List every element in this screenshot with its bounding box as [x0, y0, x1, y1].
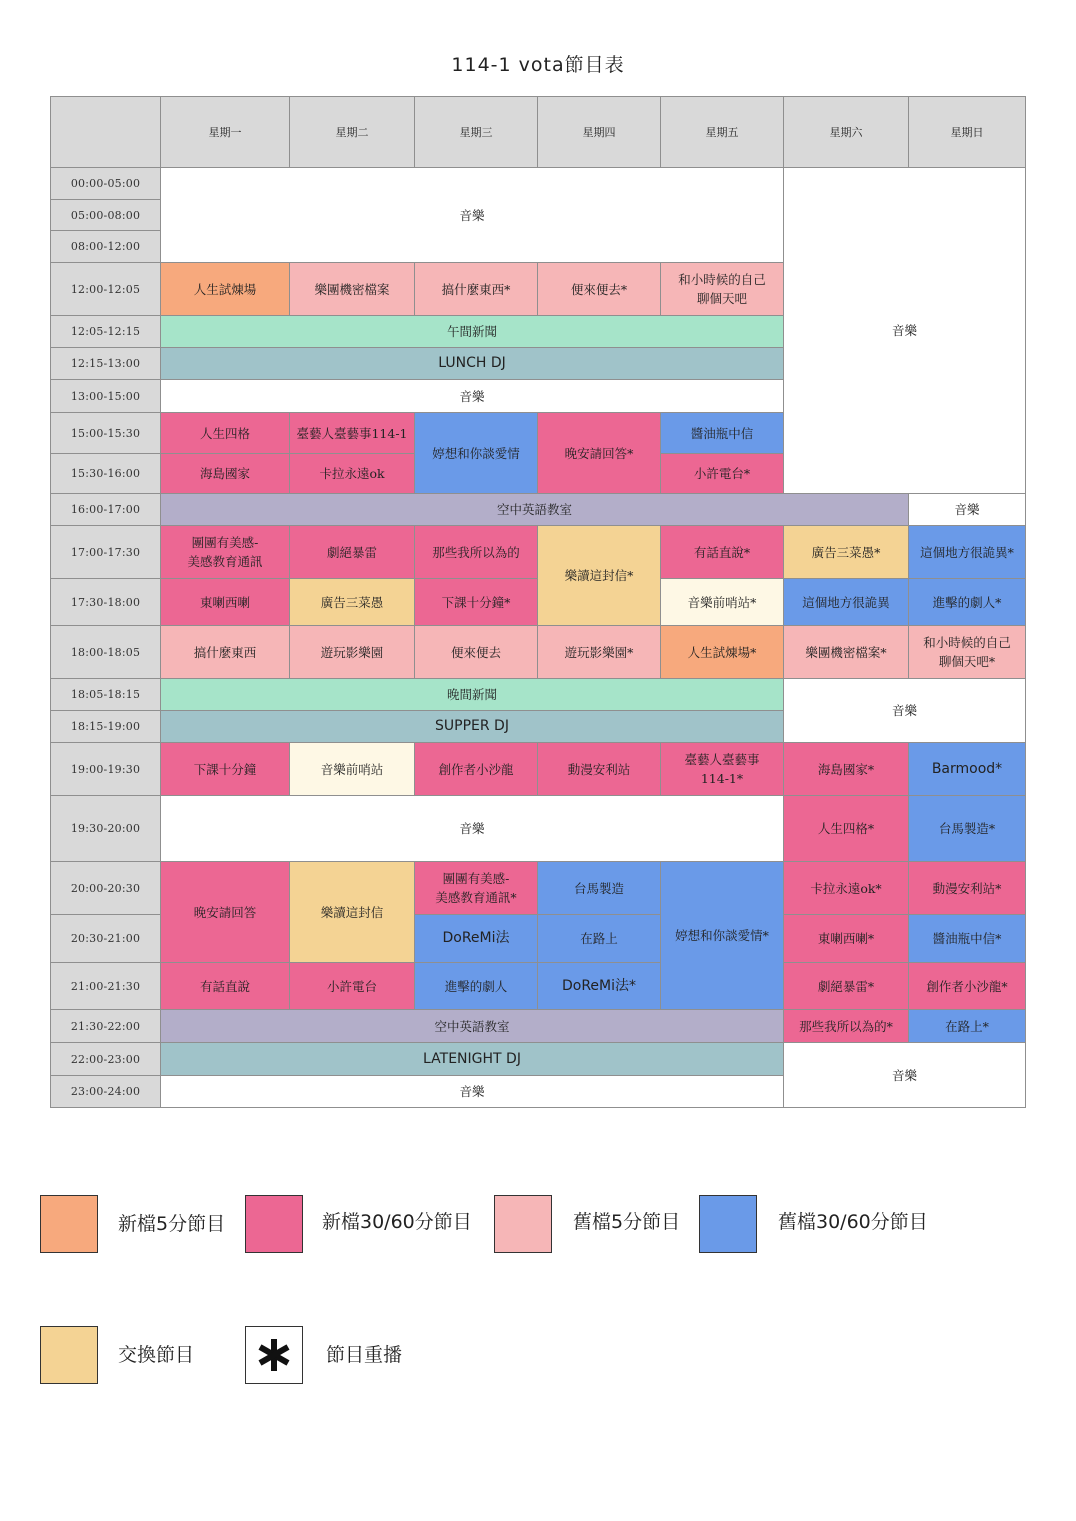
- program-cell: 遊玩影樂園*: [538, 626, 661, 679]
- program-cell: Barmood*: [909, 743, 1026, 796]
- music-block: 音樂: [161, 380, 784, 413]
- program-cell: 樂讀這封信*: [538, 526, 661, 626]
- program-cell: 東喇西喇*: [784, 915, 909, 963]
- program-cell: 卡拉永遠ok*: [784, 862, 909, 915]
- program-cell: 小許電台*: [661, 454, 784, 494]
- schedule-row: [51, 862, 1026, 915]
- music-block: 音樂: [784, 679, 1026, 743]
- program-cell: 劇絕暴雷: [290, 526, 415, 579]
- header-row: [51, 97, 1026, 168]
- schedule-row: [51, 1043, 1026, 1076]
- program-cell: 晚安請回答: [161, 862, 290, 963]
- program-cell: 有話直說: [161, 963, 290, 1010]
- schedule-row: [51, 963, 1026, 1010]
- day-header: 星期三: [415, 97, 538, 168]
- program-cell: LATENIGHT DJ: [161, 1043, 784, 1076]
- program-cell: 廣告三菜愚*: [784, 526, 909, 579]
- music-block: 音樂: [784, 168, 1026, 494]
- program-cell: 樂團機密檔案: [290, 263, 415, 316]
- program-cell: 團團有美感- 美感教育通訊*: [415, 862, 538, 915]
- schedule-row: [51, 679, 1026, 711]
- legend-swatch-new5: [40, 1195, 98, 1253]
- time-slot-label: 05:00-08:00: [51, 200, 161, 231]
- program-cell: 音樂前哨站*: [661, 579, 784, 626]
- program-cell: 樂團機密檔案*: [784, 626, 909, 679]
- program-cell: LUNCH DJ: [161, 348, 784, 380]
- time-slot-label: 22:00-23:00: [51, 1043, 161, 1076]
- time-slot-label: 19:30-20:00: [51, 796, 161, 862]
- program-cell: 下課十分鐘: [161, 743, 290, 796]
- program-cell: 在路上: [538, 915, 661, 963]
- time-slot-label: 08:00-12:00: [51, 231, 161, 263]
- legend-label: 舊檔30/60分節目: [778, 1211, 928, 1233]
- program-cell: 卡拉永遠ok: [290, 454, 415, 494]
- legend-label: 新檔5分節目: [118, 1213, 226, 1235]
- program-cell: 人生四格: [161, 413, 290, 454]
- time-slot-label: 12:05-12:15: [51, 316, 161, 348]
- program-cell: 午間新聞: [161, 316, 784, 348]
- program-cell: 進擊的劇人*: [909, 579, 1026, 626]
- program-cell: 動漫安利站: [538, 743, 661, 796]
- legend-swatch-exchange: [40, 1326, 98, 1384]
- program-cell: 音樂前哨站: [290, 743, 415, 796]
- legend-swatch-old30: [699, 1195, 757, 1253]
- day-header: 星期四: [538, 97, 661, 168]
- program-cell: 創作者小沙龍: [415, 743, 538, 796]
- program-cell: DoReMi法*: [538, 963, 661, 1010]
- program-cell: 醬油瓶中信: [661, 413, 784, 454]
- music-block: 音樂: [161, 1076, 784, 1108]
- program-cell: 創作者小沙龍*: [909, 963, 1026, 1010]
- program-cell: 晚間新聞: [161, 679, 784, 711]
- program-cell: 臺藝人臺藝事114-1: [290, 413, 415, 454]
- legend-swatch-rerun: [245, 1326, 303, 1384]
- program-cell: 東喇西喇: [161, 579, 290, 626]
- time-slot-label: 13:00-15:00: [51, 380, 161, 413]
- schedule-table: [50, 96, 1026, 1108]
- legend-label: 交換節目: [118, 1344, 195, 1366]
- legend-label: 新檔30/60分節目: [322, 1211, 472, 1233]
- program-cell: 醬油瓶中信*: [909, 915, 1026, 963]
- program-cell: SUPPER DJ: [161, 711, 784, 743]
- program-cell: 樂讀這封信: [290, 862, 415, 963]
- day-header: 星期一: [161, 97, 290, 168]
- program-cell: 臺藝人臺藝事 114-1*: [661, 743, 784, 796]
- time-slot-label: 17:30-18:00: [51, 579, 161, 626]
- program-cell: 在路上*: [909, 1010, 1026, 1043]
- day-header: 星期二: [290, 97, 415, 168]
- program-cell: 便來便去*: [538, 263, 661, 316]
- music-block: 音樂: [784, 1043, 1026, 1108]
- time-slot-label: 12:00-12:05: [51, 263, 161, 316]
- time-slot-label: 15:00-15:30: [51, 413, 161, 454]
- schedule-row: [51, 626, 1026, 679]
- schedule-body: [51, 168, 1026, 1108]
- schedule-row: [51, 494, 1026, 526]
- time-slot-label: 20:30-21:00: [51, 915, 161, 963]
- legend-label: 舊檔5分節目: [573, 1211, 681, 1233]
- day-header: 星期五: [661, 97, 784, 168]
- program-cell: 這個地方很詭異: [784, 579, 909, 626]
- program-cell: 晚安請回答*: [538, 413, 661, 494]
- program-cell: 劇絕暴雷*: [784, 963, 909, 1010]
- legend-swatch-new30: [245, 1195, 303, 1253]
- program-cell: 那些我所以為的: [415, 526, 538, 579]
- program-cell: DoReMi法: [415, 915, 538, 963]
- program-cell: 和小時候的自己 聊個天吧: [661, 263, 784, 316]
- legend-swatch-old5: [494, 1195, 552, 1253]
- program-cell: 有話直說*: [661, 526, 784, 579]
- header-corner: [51, 97, 161, 168]
- day-header: 星期六: [784, 97, 909, 168]
- program-cell: 空中英語教室: [161, 494, 909, 526]
- music-block: 音樂: [161, 168, 784, 263]
- program-cell: 便來便去: [415, 626, 538, 679]
- schedule-row: [51, 796, 1026, 862]
- program-cell: 婷想和你談愛情*: [661, 862, 784, 1010]
- time-slot-label: 15:30-16:00: [51, 454, 161, 494]
- program-cell: 動漫安利站*: [909, 862, 1026, 915]
- program-cell: 進擊的劇人: [415, 963, 538, 1010]
- program-cell: 海島國家: [161, 454, 290, 494]
- time-slot-label: 19:00-19:30: [51, 743, 161, 796]
- program-cell: 搞什麼東西: [161, 626, 290, 679]
- legend-label: 節目重播: [326, 1344, 403, 1366]
- music-block: 音樂: [161, 796, 784, 862]
- time-slot-label: 17:00-17:30: [51, 526, 161, 579]
- time-slot-label: 00:00-05:00: [51, 168, 161, 200]
- program-cell: 搞什麼東西*: [415, 263, 538, 316]
- program-cell: 遊玩影樂園: [290, 626, 415, 679]
- program-cell: 這個地方很詭異*: [909, 526, 1026, 579]
- time-slot-label: 21:30-22:00: [51, 1010, 161, 1043]
- program-cell: 下課十分鐘*: [415, 579, 538, 626]
- program-cell: 廣告三菜愚: [290, 579, 415, 626]
- program-cell: 人生試煉場*: [661, 626, 784, 679]
- program-cell: 人生試煉場: [161, 263, 290, 316]
- time-slot-label: 18:15-19:00: [51, 711, 161, 743]
- time-slot-label: 20:00-20:30: [51, 862, 161, 915]
- program-cell: 和小時候的自己 聊個天吧*: [909, 626, 1026, 679]
- time-slot-label: 18:00-18:05: [51, 626, 161, 679]
- page-title: 114-1 vota節目表: [451, 54, 625, 76]
- day-header: 星期日: [909, 97, 1026, 168]
- music-block: 音樂: [909, 494, 1026, 526]
- program-cell: 人生四格*: [784, 796, 909, 862]
- schedule-row: [51, 743, 1026, 796]
- program-cell: 婷想和你談愛情: [415, 413, 538, 494]
- time-slot-label: 21:00-21:30: [51, 963, 161, 1010]
- time-slot-label: 12:15-13:00: [51, 348, 161, 380]
- time-slot-label: 18:05-18:15: [51, 679, 161, 711]
- program-cell: 空中英語教室: [161, 1010, 784, 1043]
- asterisk-icon: [254, 1335, 294, 1375]
- schedule-row: [51, 168, 1026, 200]
- program-cell: 海島國家*: [784, 743, 909, 796]
- schedule-row: [51, 1010, 1026, 1043]
- schedule-row: [51, 526, 1026, 579]
- program-cell: 那些我所以為的*: [784, 1010, 909, 1043]
- program-cell: 台馬製造*: [909, 796, 1026, 862]
- time-slot-label: 16:00-17:00: [51, 494, 161, 526]
- time-slot-label: 23:00-24:00: [51, 1076, 161, 1108]
- program-cell: 團團有美感- 美感教育通訊: [161, 526, 290, 579]
- program-cell: 台馬製造: [538, 862, 661, 915]
- program-cell: 小許電台: [290, 963, 415, 1010]
